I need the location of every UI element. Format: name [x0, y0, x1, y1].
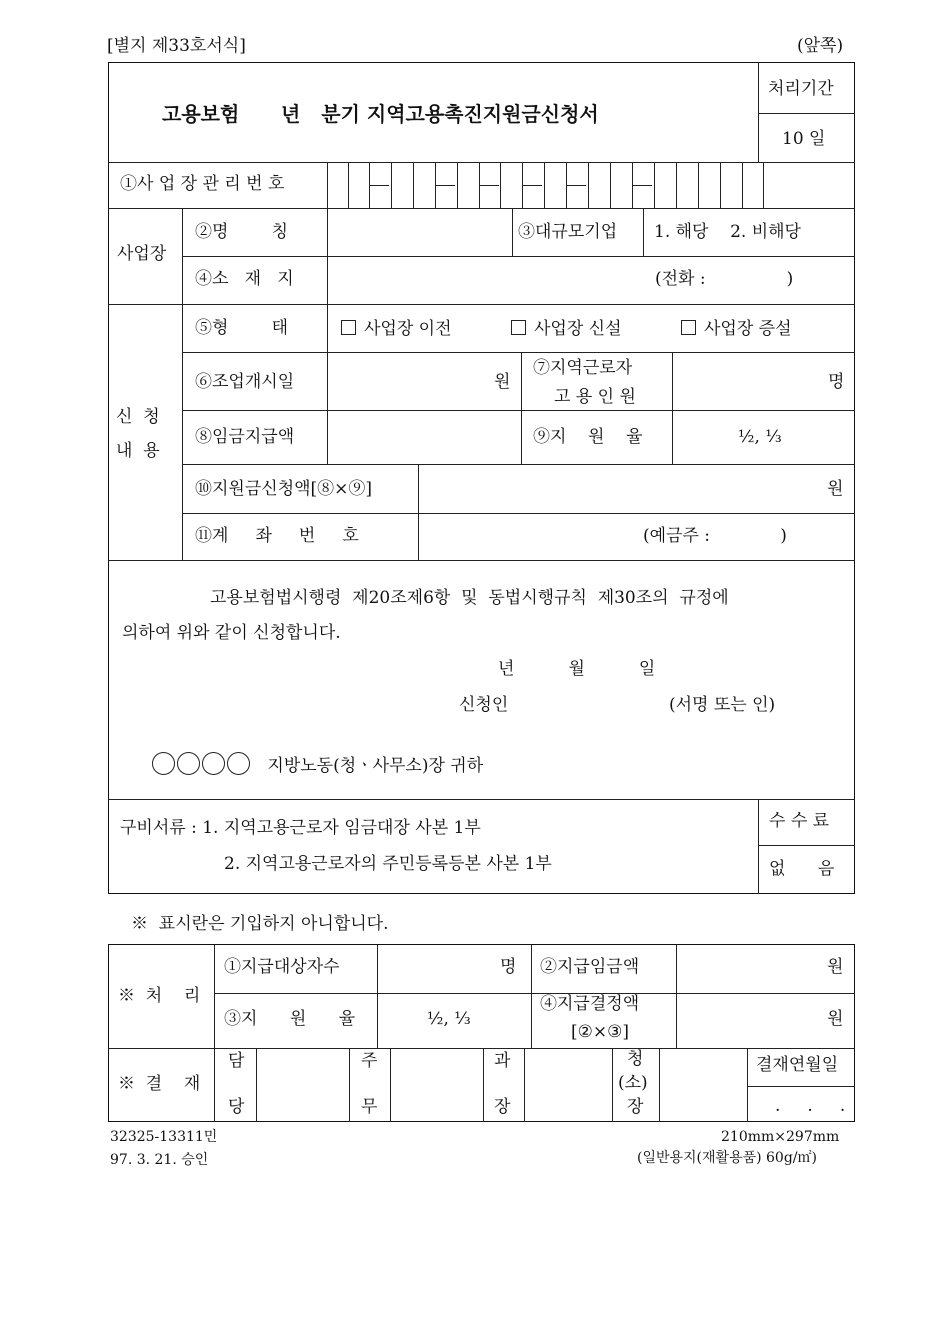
approval-section-2: 장 [494, 1097, 511, 1117]
circle-icon [227, 752, 250, 775]
checkbox-icon[interactable] [341, 320, 356, 335]
grid-divider [588, 162, 589, 208]
approval-chief-1: 주 [361, 1051, 378, 1071]
checkbox-icon[interactable] [681, 320, 696, 335]
grid-dash [369, 185, 389, 186]
apply-label: 신 청 [116, 407, 160, 427]
approval-staff-2: 당 [228, 1097, 245, 1117]
process-rate-value: ½, ⅓ [427, 1009, 471, 1029]
date-line: 년 월 일 [498, 659, 656, 679]
checkbox-icon[interactable] [511, 320, 526, 335]
won-unit-2: 원 [827, 479, 844, 499]
fee-value: 없 음 [769, 859, 835, 879]
paid-wage-label: ②지급임금액 [540, 957, 640, 977]
business-number-label: ①사 업 장 관 리 번 호 [120, 174, 285, 194]
location-label: ④소 재 지 [195, 269, 294, 289]
approval-chief-2: 무 [361, 1097, 378, 1117]
support-rate-value: ½, ⅓ [738, 427, 782, 447]
decided-amount-label-2: [②×③] [571, 1022, 629, 1042]
grid-dash [632, 185, 652, 186]
large-company-options[interactable]: 1. 해당 2. 비해당 [654, 222, 801, 242]
option-new[interactable]: 사업장 신설 [511, 320, 622, 338]
processing-label: ※ 처 리 [118, 986, 201, 1006]
circle-icon [202, 752, 225, 775]
local-workers-label: ⑦지역근로자 [533, 358, 633, 378]
office-line: 지방노동(청ㆍ사무소)장 귀하 [152, 752, 483, 775]
footer-paper: (일반용지(재활용품) 60g/㎡) [637, 1150, 817, 1166]
approval-office-3: 장 [627, 1097, 644, 1117]
grid-dash [435, 185, 455, 186]
processing-period-label: 처리기간 [768, 79, 834, 99]
note-text: ※ 표시란은 기입하지 아니합니다. [131, 914, 389, 934]
grid-divider [544, 162, 545, 208]
account-label: ⑪계 좌 번 호 [195, 526, 359, 546]
grid-divider [457, 162, 458, 208]
person-unit: 명 [828, 372, 845, 392]
statement-line-1: 고용보험법시행령 제20조제6항 및 동법시행규칙 제30조의 규정에 [210, 588, 729, 608]
name-label: ②명 칭 [195, 222, 289, 242]
approval-office-1: 청 [627, 1049, 644, 1069]
grid-divider [391, 162, 392, 208]
won-unit-1: 원 [494, 372, 511, 392]
local-workers-label-2: 고 용 인 원 [554, 387, 636, 407]
grid-divider [413, 162, 414, 208]
wage-label: ⑧임금지급액 [195, 427, 295, 447]
circle-icon [177, 752, 200, 775]
recipients-unit: 명 [500, 957, 517, 977]
process-rate-label: ③지 원 율 [224, 1009, 356, 1029]
grid-divider [348, 162, 349, 208]
approval-date-label: 결재연월일 [756, 1055, 839, 1075]
grid-divider [610, 162, 611, 208]
phone-field[interactable]: (전화 : ) [655, 269, 794, 289]
grid-dash [566, 185, 586, 186]
business-section-label: 사업장 [117, 244, 167, 264]
decided-amount-unit: 원 [827, 1009, 844, 1029]
approval-office-2: (소) [618, 1073, 648, 1093]
grid-divider [676, 162, 677, 208]
large-company-label: ③대규모기업 [518, 222, 618, 242]
recipients-label: ①지급대상자수 [224, 957, 340, 977]
grid-divider [654, 162, 655, 208]
footer-code: 32325-13311민 [110, 1129, 218, 1145]
grid-divider [698, 162, 699, 208]
grid-dash [522, 185, 542, 186]
footer-size: 210mm×297mm [721, 1129, 840, 1145]
request-amount-label: ⑩지원금신청액[⑧×⑨] [195, 479, 373, 499]
statement-line-2: 의하여 위와 같이 신청합니다. [122, 623, 341, 643]
circle-icon [152, 752, 175, 775]
required-docs-1: 구비서류 : 1. 지역고용근로자 임금대장 사본 1부 [120, 818, 481, 838]
page-side: (앞쪽) [797, 36, 844, 56]
grid-dash [479, 185, 499, 186]
support-rate-label: ⑨지 원 율 [533, 427, 643, 447]
decided-amount-label: ④지급결정액 [540, 994, 640, 1014]
option-relocation[interactable]: 사업장 이전 [341, 320, 452, 338]
applicant-label: 신청인 [459, 695, 509, 715]
content-label: 내 용 [116, 441, 160, 461]
approval-staff-1: 담 [228, 1051, 245, 1071]
processing-period-value: 10 일 [782, 129, 826, 149]
grid-divider [742, 162, 743, 208]
form-title: 고용보험 년 분기 지역고용촉진지원금신청서 [162, 102, 599, 126]
approval-date-value: . . . [775, 1096, 846, 1116]
paid-wage-unit: 원 [827, 957, 844, 977]
type-label: ⑤형 태 [195, 318, 289, 338]
required-docs-2: 2. 지역고용근로자의 주민등록등본 사본 1부 [224, 854, 552, 874]
approval-section-1: 과 [494, 1051, 511, 1071]
processing-table-border [108, 944, 855, 1122]
footer-approved: 97. 3. 21. 승인 [110, 1152, 209, 1168]
depositor-field[interactable]: (예금주 : ) [643, 526, 787, 546]
start-date-label: ⑥조업개시일 [195, 372, 295, 392]
grid-divider [720, 162, 721, 208]
grid-divider [500, 162, 501, 208]
approval-label: ※ 결 재 [118, 1074, 201, 1094]
grid-divider [763, 162, 764, 208]
fee-label: 수 수 료 [769, 811, 830, 831]
option-expansion[interactable]: 사업장 증설 [681, 320, 792, 338]
form-number: [별지 제33호서식] [107, 36, 246, 56]
signature-label: (서명 또는 인) [669, 695, 776, 715]
